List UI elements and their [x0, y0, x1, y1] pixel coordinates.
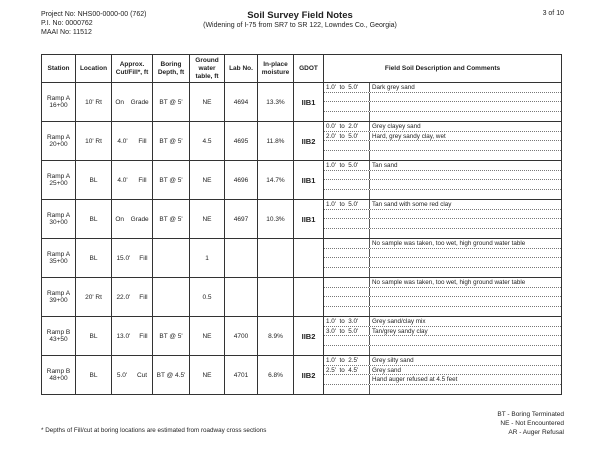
cut-fill-type: Fill: [139, 254, 148, 262]
description-line: [324, 229, 561, 239]
depth-range: [324, 346, 370, 356]
description-line: [324, 210, 561, 220]
description-line: [324, 375, 561, 385]
description-line: [324, 366, 561, 376]
station-cell: Ramp A 39+00: [42, 278, 76, 317]
moisture-cell: 10.3%: [258, 200, 294, 239]
column-header: In-place moisture: [258, 55, 294, 83]
page-subtitle: (Widening of I-75 from SR7 to SR 122, Lowndes Co., Georgia): [203, 22, 397, 29]
description-line: [324, 219, 561, 229]
moisture-cell: 14.7%: [258, 161, 294, 200]
description-cell: [324, 356, 562, 395]
cut-fill-cell: [112, 317, 153, 356]
pi-no: P.I. No: 0000762: [41, 20, 93, 27]
boring-depth-cell: [153, 239, 190, 278]
depth-range: [324, 180, 370, 189]
cut-fill-value: 5.0': [116, 371, 128, 379]
gdot-class-cell: IIB1: [294, 83, 324, 122]
depth-range: [324, 268, 370, 278]
description-cell: [324, 83, 562, 122]
cut-fill-type: Cut: [136, 371, 148, 379]
boring-depth-cell: [153, 278, 190, 317]
location-cell: 10' Rt: [76, 83, 112, 122]
description-line: [324, 161, 561, 171]
station-cell: Ramp A 20+00: [42, 122, 76, 161]
depth-range: [324, 190, 370, 200]
location-cell: 20' Rt: [76, 278, 112, 317]
cut-fill-value: On: [115, 215, 124, 223]
boring-depth-cell: BT @ 5': [153, 200, 190, 239]
moisture-cell: 13.3%: [258, 83, 294, 122]
description-line: [324, 141, 561, 151]
cut-fill-cell: [112, 239, 153, 278]
gdot-class-cell: IIB1: [294, 200, 324, 239]
description-cell: [324, 200, 562, 239]
soil-description: [370, 346, 372, 356]
description-line: [324, 356, 561, 366]
ground-water-cell: 0.5: [190, 278, 225, 317]
lab-no-cell: 4700: [225, 317, 258, 356]
station-cell: Ramp B 48+00: [42, 356, 76, 395]
table-row: [42, 239, 562, 278]
description-line: [324, 258, 561, 268]
soil-description: Tan sand: [372, 162, 398, 169]
station-cell: Ramp A 16+00: [42, 83, 76, 122]
depth-range: 1.0' to 3.0': [324, 317, 370, 326]
soil-description: [370, 219, 372, 228]
depth-range: 1.0' to 2.5': [324, 356, 370, 365]
description-line: [324, 171, 561, 181]
description-line: [324, 317, 561, 327]
table-row: [42, 122, 562, 161]
soil-description: Grey sand/clay mix: [372, 318, 426, 325]
description-line: [324, 200, 561, 210]
ground-water-cell: 4.5: [190, 122, 225, 161]
moisture-cell: [258, 239, 294, 278]
description-line: [324, 336, 561, 346]
location-cell: BL: [76, 317, 112, 356]
cut-fill-type: Grade: [130, 215, 149, 223]
column-header: Location: [76, 55, 112, 83]
cut-fill-type: Fill: [138, 176, 147, 184]
description-line: [324, 346, 561, 356]
depth-range: [324, 102, 370, 111]
page-number: 3 of 10: [542, 10, 564, 17]
lab-no-cell: [225, 278, 258, 317]
maai-no: MAAI No: 11512: [41, 29, 92, 36]
description-line: [324, 278, 561, 288]
abbreviation-legend: [497, 410, 564, 437]
lab-no-cell: 4696: [225, 161, 258, 200]
table-row: [42, 161, 562, 200]
column-header: Station: [42, 55, 76, 83]
table-row: [42, 356, 562, 395]
ground-water-cell: NE: [190, 317, 225, 356]
gdot-class-cell: IIB2: [294, 317, 324, 356]
table-row: [42, 278, 562, 317]
description-line: [324, 102, 561, 112]
description-line: [324, 112, 561, 122]
description-cell: [324, 161, 562, 200]
location-cell: BL: [76, 200, 112, 239]
ground-water-cell: NE: [190, 161, 225, 200]
legend-item: NE - Not Encountered: [500, 420, 564, 427]
station-cell: Ramp A 25+00: [42, 161, 76, 200]
ground-water-cell: NE: [190, 200, 225, 239]
soil-description: No sample was taken, too wet, high ground water table: [372, 240, 526, 247]
station-cell: Ramp A 30+00: [42, 200, 76, 239]
gdot-class-cell: IIB2: [294, 122, 324, 161]
description-line: [324, 268, 561, 278]
lab-no-cell: 4694: [225, 83, 258, 122]
gdot-class-cell: [294, 239, 324, 278]
depth-range: [324, 258, 370, 267]
depth-range: 1.0' to 5.0': [324, 200, 370, 209]
cut-fill-cell: [112, 200, 153, 239]
cut-fill-value: 13.0': [116, 332, 131, 340]
field-notes-table: [41, 54, 562, 395]
depth-range: [324, 297, 370, 306]
soil-description: Grey silty sand: [372, 357, 414, 364]
column-header: Lab No.: [225, 55, 258, 83]
column-header: Boring Depth, ft: [153, 55, 190, 83]
description-line: [324, 239, 561, 249]
cut-fill-type: Fill: [138, 137, 147, 145]
depth-range: [324, 385, 370, 395]
depth-range: [324, 151, 370, 161]
soil-description: [370, 249, 372, 258]
soil-description: Tan/grey sandy clay: [372, 327, 428, 335]
description-line: [324, 297, 561, 307]
cut-fill-value: 4.0': [117, 176, 128, 184]
soil-description: [370, 336, 372, 345]
cut-fill-value: 22.0': [116, 293, 131, 301]
cut-fill-cell: [112, 83, 153, 122]
depth-range: [324, 141, 370, 150]
soil-description: [370, 297, 372, 306]
depth-range: [324, 93, 370, 102]
soil-description: [370, 258, 372, 267]
moisture-cell: [258, 278, 294, 317]
table-row: [42, 83, 562, 122]
soil-description: Grey sand: [372, 366, 402, 374]
depth-range: 0.0' to 2.0': [324, 122, 370, 131]
description-line: [324, 307, 561, 317]
depth-range: [324, 278, 370, 287]
location-cell: 10' Rt: [76, 122, 112, 161]
description-line: [324, 190, 561, 200]
depth-range: 1.0' to 5.0': [324, 161, 370, 170]
gdot-class-cell: [294, 278, 324, 317]
ground-water-cell: 1: [190, 239, 225, 278]
soil-description: [370, 288, 372, 297]
depth-range: 3.0' to 5.0': [324, 327, 370, 336]
page-title: Soil Survey Field Notes: [247, 10, 353, 21]
description-line: [324, 132, 561, 142]
depth-range: [324, 210, 370, 219]
soil-description: Hard, grey sandy clay, wet: [372, 132, 446, 140]
description-line: [324, 151, 561, 161]
description-line: [324, 288, 561, 298]
lab-no-cell: 4701: [225, 356, 258, 395]
soil-description: [370, 210, 372, 219]
soil-description: [370, 93, 372, 102]
legend-item: BT - Boring Terminated: [497, 411, 564, 418]
gdot-class-cell: IIB1: [294, 161, 324, 200]
location-cell: BL: [76, 239, 112, 278]
description-cell: [324, 317, 562, 356]
cut-fill-value: On: [115, 98, 124, 106]
lab-no-cell: [225, 239, 258, 278]
legend-item: AR - Auger Refusal: [508, 429, 564, 436]
depth-range: [324, 239, 370, 248]
soil-description: [370, 112, 372, 122]
cut-fill-type: Grade: [130, 98, 149, 106]
moisture-cell: 11.8%: [258, 122, 294, 161]
description-line: [324, 180, 561, 190]
table-row: [42, 200, 562, 239]
depth-range: 2.0' to 5.0': [324, 132, 370, 141]
soil-description: Dark grey sand: [372, 84, 415, 91]
footnote: * Depths of Fill/cut at boring locations are estimated from roadway cross sections: [41, 427, 267, 434]
soil-description: [370, 190, 372, 200]
soil-description: [370, 171, 372, 180]
project-no: Project No: NHS00-0000-00 (762): [41, 11, 147, 18]
cut-fill-type: Fill: [139, 332, 148, 340]
soil-description: [370, 180, 372, 189]
cut-fill-cell: [112, 161, 153, 200]
column-header: Field Soil Description and Comments: [324, 55, 562, 83]
depth-range: [324, 336, 370, 345]
depth-range: [324, 288, 370, 297]
cut-fill-cell: [112, 278, 153, 317]
cut-fill-value: 4.0': [117, 137, 128, 145]
ground-water-cell: NE: [190, 356, 225, 395]
soil-description: No sample was taken, too wet, high ground water table: [372, 279, 526, 286]
location-cell: BL: [76, 161, 112, 200]
boring-depth-cell: BT @ 5': [153, 161, 190, 200]
column-header: Approx. Cut/Fill*, ft: [112, 55, 153, 83]
description-line: [324, 249, 561, 259]
cut-fill-type: Fill: [139, 293, 148, 301]
soil-description: [370, 307, 372, 317]
moisture-cell: 6.8%: [258, 356, 294, 395]
description-line: [324, 385, 561, 395]
description-cell: [324, 122, 562, 161]
depth-range: [324, 307, 370, 317]
description-cell: [324, 239, 562, 278]
description-line: [324, 93, 561, 103]
description-cell: [324, 278, 562, 317]
lab-no-cell: 4695: [225, 122, 258, 161]
lab-no-cell: 4697: [225, 200, 258, 239]
station-cell: Ramp A 35+00: [42, 239, 76, 278]
gdot-class-cell: IIB2: [294, 356, 324, 395]
depth-range: [324, 112, 370, 122]
soil-description: Tan sand with some red clay: [372, 201, 452, 208]
soil-description: [370, 268, 372, 278]
boring-depth-cell: BT @ 4.5': [153, 356, 190, 395]
soil-description: Grey clayey sand: [372, 123, 421, 130]
cut-fill-cell: [112, 122, 153, 161]
soil-description: [370, 151, 372, 161]
description-line: [324, 122, 561, 132]
depth-range: [324, 249, 370, 258]
depth-range: 2.5' to 4.5': [324, 366, 370, 375]
depth-range: [324, 229, 370, 239]
depth-range: 1.0' to 5.0': [324, 83, 370, 92]
moisture-cell: 8.9%: [258, 317, 294, 356]
station-cell: Ramp B 43+50: [42, 317, 76, 356]
boring-depth-cell: BT @ 5': [153, 83, 190, 122]
depth-range: [324, 375, 370, 384]
description-line: [324, 327, 561, 337]
boring-depth-cell: BT @ 5': [153, 317, 190, 356]
boring-depth-cell: BT @ 5': [153, 122, 190, 161]
depth-range: [324, 219, 370, 228]
table-row: [42, 317, 562, 356]
soil-description: Hand auger refused at 4.5 feet: [372, 376, 458, 383]
cut-fill-value: 15.0': [116, 254, 131, 262]
description-line: [324, 83, 561, 93]
soil-description: [370, 141, 372, 150]
cut-fill-cell: [112, 356, 153, 395]
ground-water-cell: NE: [190, 83, 225, 122]
depth-range: [324, 171, 370, 180]
soil-description: [370, 229, 372, 239]
soil-description: [370, 385, 372, 395]
soil-description: [370, 102, 372, 111]
column-header: Ground water table, ft: [190, 55, 225, 83]
location-cell: BL: [76, 356, 112, 395]
column-header: GDOT: [294, 55, 324, 83]
